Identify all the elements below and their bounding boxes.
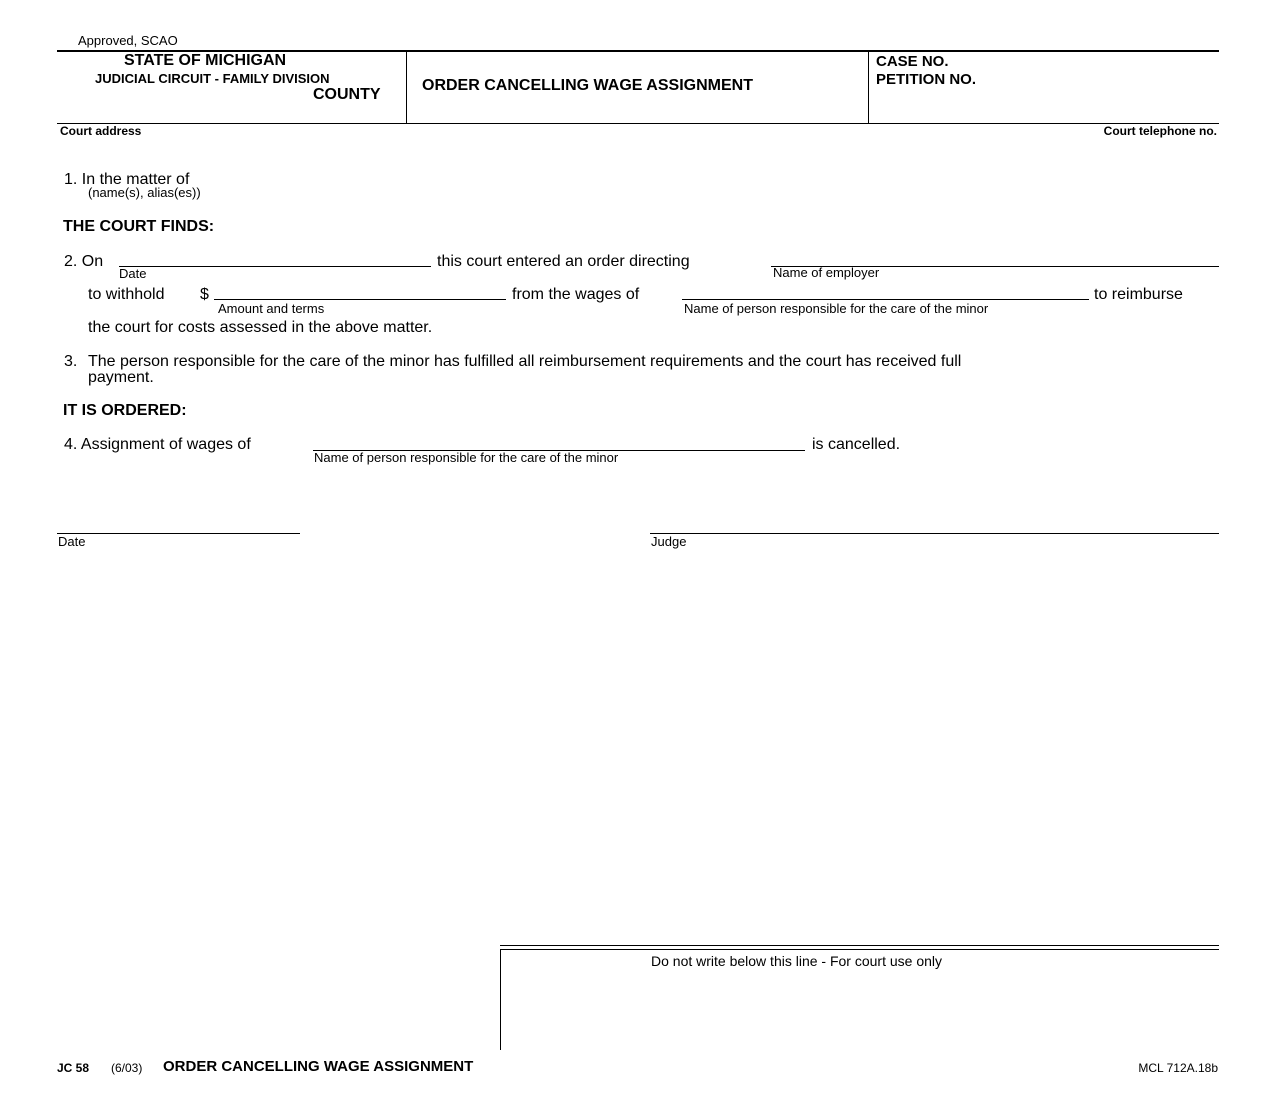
item3-line1: The person responsible for the care of the minor has fulfilled all reimbursement requirements and the court has received full [88,353,962,370]
item2-person-line[interactable] [682,299,1089,300]
judicial-circuit-label: JUDICIAL CIRCUIT - FAMILY DIVISION [95,71,330,86]
item2-date-line[interactable] [119,266,431,267]
item2-dollar-sign: $ [200,286,209,303]
item2-date-caption: Date [119,266,147,281]
court-use-rule-top [500,945,1219,946]
footer-statute: MCL 712A.18b [1138,1061,1218,1075]
footer-form-id: JC 58 [57,1061,90,1075]
it-is-ordered-heading: IT IS ORDERED: [63,402,187,419]
petition-no-label: PETITION NO. [876,71,977,88]
item3-number: 3. [64,353,78,370]
state-of-michigan: STATE OF MICHIGAN [124,52,287,69]
item4-prefix: 4. Assignment of wages of [64,436,251,453]
court-use-left-border [500,949,501,1050]
header-bottom-rule [57,123,1219,124]
court-telephone-label: Court telephone no. [1103,124,1217,138]
footer-form-date: (6/03) [111,1061,143,1075]
item2-last-line: the court for costs assessed in the above matter. [88,319,433,336]
item4-suffix: is cancelled. [812,436,901,453]
county-label: COUNTY [313,86,381,103]
item2-middle-text: this court entered an order directing [437,253,690,270]
header-divider-left [406,51,407,124]
item2-amount-caption: Amount and terms [218,301,325,316]
court-finds-heading: THE COURT FINDS: [63,218,215,235]
item2-amount-line[interactable] [214,299,506,300]
court-use-notice: Do not write below this line - For court use only [651,953,943,969]
item2-reimburse: to reimburse [1094,286,1183,303]
case-no-label: CASE NO. [876,53,949,70]
item2-withhold: to withhold [88,286,165,303]
signature-date-line[interactable] [57,533,300,534]
signature-date-label: Date [58,534,86,549]
item2-person-caption: Name of person responsible for the care of the minor [684,301,989,316]
approved-note: Approved, SCAO [78,33,178,48]
court-address-label: Court address [60,124,142,138]
form-title: ORDER CANCELLING WAGE ASSIGNMENT [422,77,753,94]
judge-signature-line[interactable] [650,533,1219,534]
item2-prefix: 2. On [64,253,104,270]
footer-title: ORDER CANCELLING WAGE ASSIGNMENT [163,1058,474,1075]
item3-line2: payment. [88,369,154,386]
court-use-rule-bottom [500,949,1219,950]
item4-caption: Name of person responsible for the care of the minor [314,450,619,465]
item2-employer-caption: Name of employer [773,265,880,280]
judge-label: Judge [651,534,687,549]
item1-text: 1. In the matter of [64,171,190,188]
item2-from-wages: from the wages of [512,286,640,303]
item1-caption: (name(s), alias(es)) [88,185,201,200]
header-divider-right [868,51,869,124]
